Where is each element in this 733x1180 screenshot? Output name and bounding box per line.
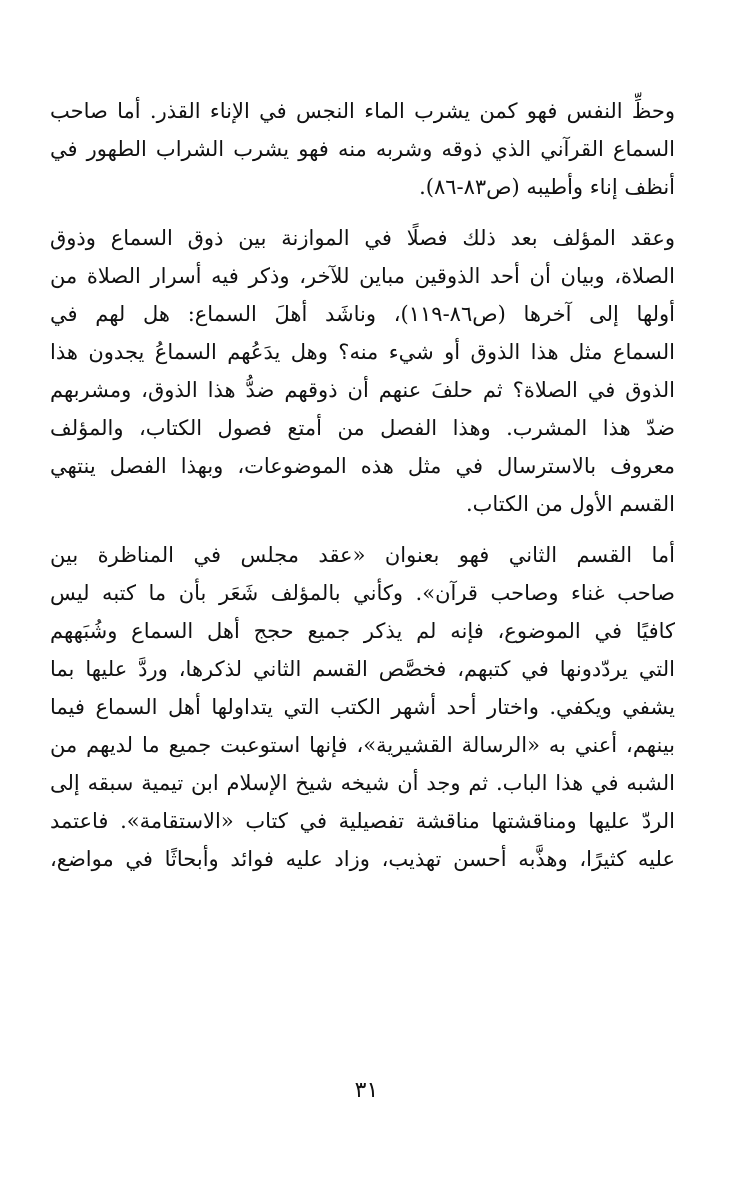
body-text [50, 92, 675, 878]
text-line: السماع مثل هذا الذوق أو شيء منه؟ وهل يدَعُهم السماعُ يجدون هذا [50, 340, 675, 364]
text-line: يشفي ويكفي. واختار أحد أشهر الكتب التي يتداولها أهل السماع فيما [50, 695, 675, 719]
text-line: الذوق في الصلاة؟ ثم حلفَ عنهم أن ذوقهم ضدُّ هذا الذوق، ومشربهم [50, 378, 675, 402]
paragraph-2 [50, 219, 675, 523]
text-line: أنظف إناء وأطيبه (ص٨٣-٨٦). [419, 175, 675, 199]
text-line: القسم الأول من الكتاب. [465, 492, 675, 516]
text-line: الصلاة، وبيان أن أحد الذوقين مباين للآخر، وذكر فيه أسرار الصلاة من [50, 264, 675, 288]
text-line: الردّ عليها ومناقشتها مناقشة تفصيلية في كتاب «الاستقامة». فاعتمد [50, 809, 675, 833]
text-line: معروف بالاسترسال في مثل هذه الموضوعات، وبهذا الفصل ينتهي [50, 454, 675, 478]
text-line: عليه كثيرًا، وهذَّبه أحسن تهذيب، وزاد عليه فوائد وأبحاثًا في مواضع، [50, 847, 675, 871]
text-line: كافيًا في الموضوع، فإنه لم يذكر جميع حجج أهل السماع وشُبَههم [50, 619, 675, 643]
text-line: الشبه في هذا الباب. ثم وجد أن شيخه شيخ الإسلام ابن تيمية سبقه إلى [50, 771, 675, 795]
paragraph-3 [50, 536, 675, 878]
text-line: السماع القرآني الذي ذوقه وشربه منه فهو يشرب الشراب الطهور في [50, 137, 675, 161]
text-line: صاحب غناء وصاحب قرآن». وكأني بالمؤلف شَعَر بأن ما كتبه ليس [50, 581, 675, 605]
text-line: وحظِّ النفس فهو كمن يشرب الماء النجس في الإناء القذر. أما صاحب [50, 99, 675, 123]
text-line: ضدّ هذا المشرب. وهذا الفصل من أمتع فصول الكتاب، والمؤلف [50, 416, 675, 440]
paragraph-1 [50, 92, 675, 206]
page-number: ٣١ [354, 1078, 379, 1103]
text-line: وعقد المؤلف بعد ذلك فصلًا في الموازنة بين ذوق السماع وذوق [50, 226, 675, 250]
text-line: أولها إلى آخرها (ص٨٦-١١٩)، وناشَد أهلَ السماع: هل لهم في [50, 302, 675, 326]
text-line: أما القسم الثاني فهو بعنوان «عقد مجلس في المناظرة بين [50, 543, 675, 567]
text-line: التي يردّدونها في كتبهم، فخصَّص القسم الثاني لذكرها، وردَّ عليها بما [50, 657, 675, 681]
text-line: بينهم، أعني به «الرسالة القشيرية»، فإنها استوعبت جميع ما لديهم من [50, 733, 675, 757]
